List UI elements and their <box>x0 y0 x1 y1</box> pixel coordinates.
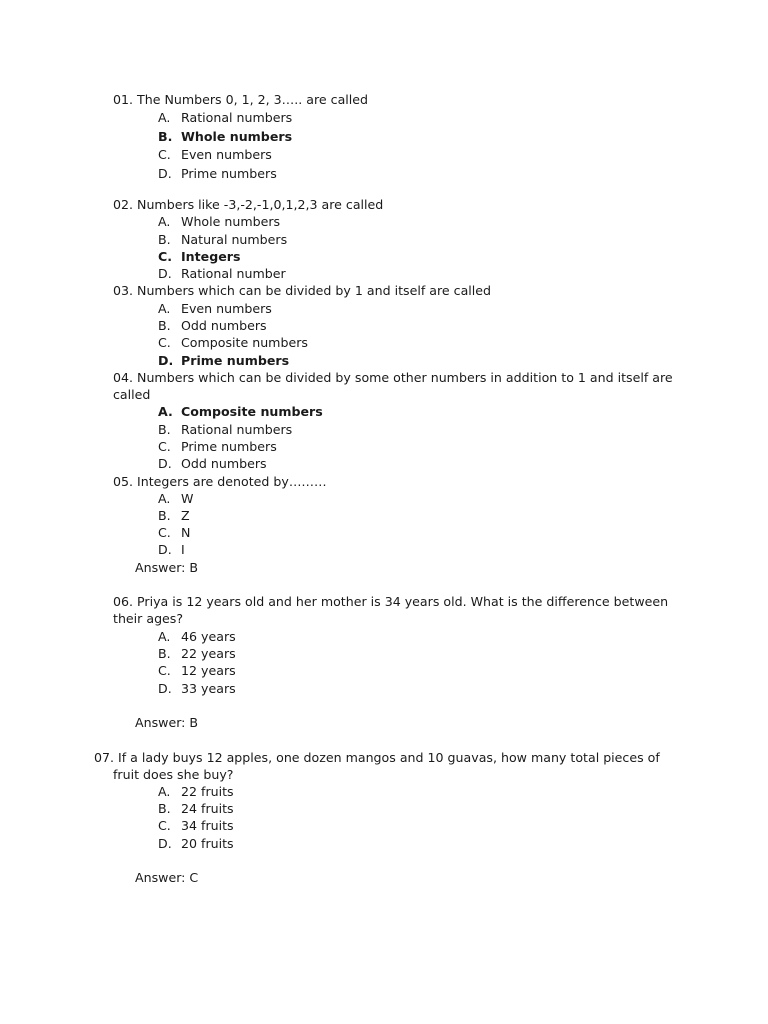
option-text: Odd numbers <box>181 456 267 471</box>
question-5-text: 05. Integers are denoted by……… <box>113 474 327 489</box>
option-text: Prime numbers <box>181 439 277 454</box>
option-letter: C. <box>158 663 171 678</box>
question-2-option-c <box>158 248 240 265</box>
option-letter: A. <box>158 301 171 316</box>
option-text: Integers <box>181 249 241 264</box>
option-letter: B. <box>158 422 171 437</box>
question-7-option-d <box>158 835 234 852</box>
question-7-answer: Answer: C <box>135 870 199 885</box>
question-7-text-line1: 07. If a lady buys 12 apples, one dozen mangos and 10 guavas, how many total pieces of <box>94 750 660 765</box>
question-4-option-b <box>158 421 292 438</box>
option-letter: D. <box>158 353 174 368</box>
question-6-option-a <box>158 628 236 645</box>
option-text: Composite numbers <box>181 335 308 350</box>
question-3-text: 03. Numbers which can be divided by 1 and itself are called <box>113 283 492 298</box>
option-text: Whole numbers <box>181 214 281 229</box>
option-letter: B. <box>158 129 173 144</box>
option-text: 24 fruits <box>181 801 234 816</box>
question-6-option-b <box>158 645 236 662</box>
option-text: Rational number <box>181 266 286 281</box>
question-6-option-d <box>158 680 236 697</box>
option-text: Rational numbers <box>181 110 293 125</box>
question-6-text-line2: their ages? <box>113 611 184 626</box>
question-7-option-a <box>158 783 234 800</box>
question-5-answer: Answer: B <box>135 560 199 575</box>
option-text: Prime numbers <box>181 353 290 368</box>
option-letter: D. <box>158 681 172 696</box>
option-letter: B. <box>158 232 171 247</box>
option-text: Even numbers <box>181 147 272 162</box>
option-letter: A. <box>158 629 171 644</box>
question-6-answer: Answer: B <box>135 715 199 730</box>
option-text: Z <box>181 508 190 523</box>
option-letter: A. <box>158 214 171 229</box>
question-3-option-a <box>158 300 272 317</box>
option-letter: B. <box>158 801 171 816</box>
question-2-option-d <box>158 265 286 282</box>
question-1-text: 01. The Numbers 0, 1, 2, 3….. are called <box>113 92 369 107</box>
option-text: 12 years <box>181 663 236 678</box>
question-4-option-c <box>158 438 277 455</box>
question-4-text-line2: called <box>113 387 151 402</box>
option-letter: C. <box>158 818 171 833</box>
question-1-option-c <box>158 146 272 163</box>
option-text: Natural numbers <box>181 232 288 247</box>
option-text: 20 fruits <box>181 836 234 851</box>
question-4-text-line1: 04. Numbers which can be divided by some other numbers in addition to 1 and itself are <box>113 370 673 385</box>
option-text: 34 fruits <box>181 818 234 833</box>
option-letter: C. <box>158 525 171 540</box>
question-7-text-line2: fruit does she buy? <box>113 767 234 782</box>
option-letter: D. <box>158 836 172 851</box>
option-text: Odd numbers <box>181 318 267 333</box>
option-letter: C. <box>158 335 171 350</box>
option-letter: C. <box>158 249 173 264</box>
question-1-option-d <box>158 165 277 182</box>
question-6-text-line1: 06. Priya is 12 years old and her mother is 34 years old. What is the difference between <box>113 594 669 609</box>
option-letter: A. <box>158 784 171 799</box>
question-2-option-b <box>158 231 287 248</box>
option-text: Rational numbers <box>181 422 293 437</box>
option-letter: D. <box>158 456 172 471</box>
option-text: 22 years <box>181 646 236 661</box>
option-letter: A. <box>158 404 173 419</box>
question-1-option-a <box>158 109 292 126</box>
option-text: I <box>181 542 185 557</box>
option-text: Prime numbers <box>181 166 277 181</box>
question-3-option-d <box>158 352 289 369</box>
question-4-option-a <box>158 403 323 420</box>
option-letter: D. <box>158 266 172 281</box>
question-7-option-c <box>158 817 234 834</box>
option-text: 22 fruits <box>181 784 234 799</box>
question-4-option-d <box>158 455 267 472</box>
option-letter: B. <box>158 508 171 523</box>
option-letter: A. <box>158 110 171 125</box>
option-text: Even numbers <box>181 301 272 316</box>
option-text: 46 years <box>181 629 236 644</box>
option-text: W <box>181 491 194 506</box>
option-letter: D. <box>158 542 172 557</box>
question-3-option-b <box>158 317 267 334</box>
question-3-option-c <box>158 334 308 351</box>
question-5-option-d <box>158 541 185 558</box>
question-2-text: 02. Numbers like -3,-2,-1,0,1,2,3 are called <box>113 197 384 212</box>
question-5-option-c <box>158 524 190 541</box>
question-5-option-a <box>158 490 193 507</box>
question-2-option-a <box>158 213 280 230</box>
option-text: N <box>181 525 191 540</box>
option-letter: D. <box>158 166 172 181</box>
option-letter: C. <box>158 439 171 454</box>
option-text: Composite numbers <box>181 404 323 419</box>
question-7-option-b <box>158 800 234 817</box>
question-5-option-b <box>158 507 190 524</box>
option-letter: B. <box>158 646 171 661</box>
option-letter: C. <box>158 147 171 162</box>
option-letter: B. <box>158 318 171 333</box>
option-letter: A. <box>158 491 171 506</box>
option-text: Whole numbers <box>181 129 293 144</box>
question-1-option-b <box>158 128 292 145</box>
question-6-option-c <box>158 662 236 679</box>
option-text: 33 years <box>181 681 236 696</box>
